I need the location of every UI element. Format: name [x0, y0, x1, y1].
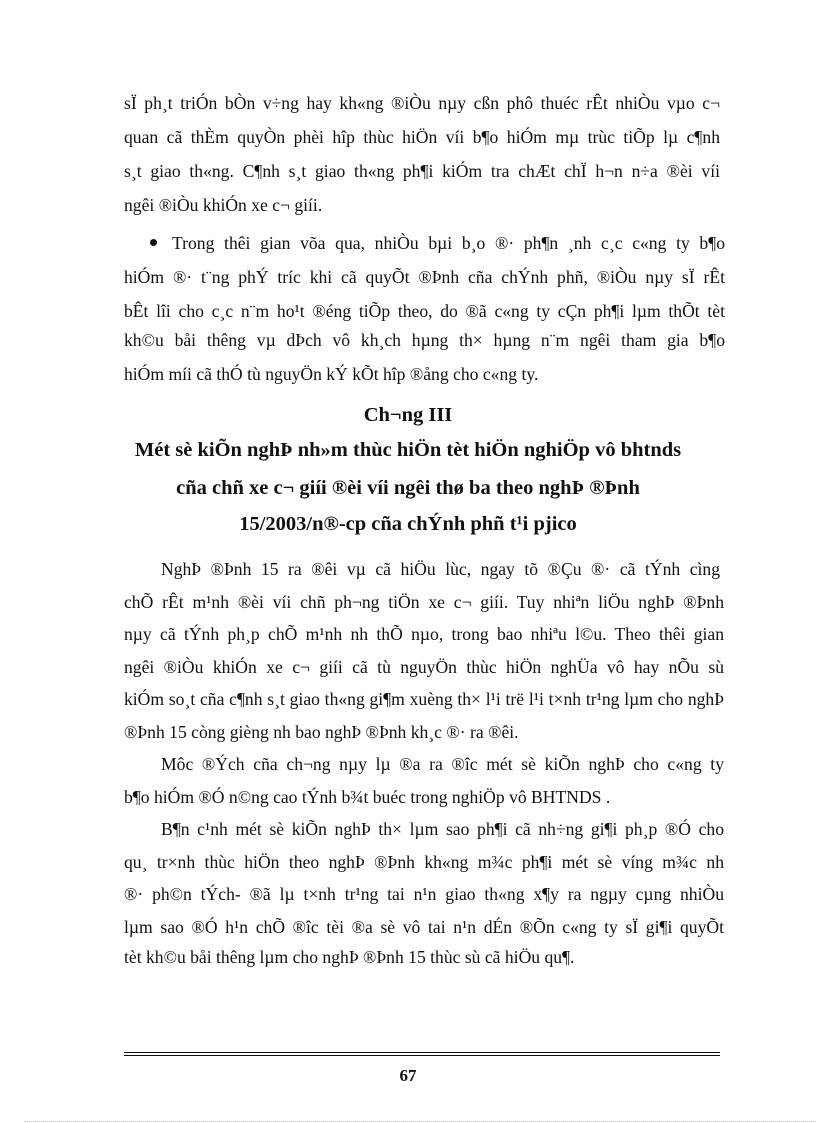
- text-line: ngêi ®iÒu khiÓn xe c¬ giíi cã tù nguyÖn thùc hiÖn nghÜa vô hay nÕu sù: [124, 657, 724, 677]
- text-line: b¶o hiÓm ®Ó n©ng cao tÝnh b¾t buéc trong nghiÖp vô BHTNDS .: [124, 787, 611, 807]
- text-line: Môc ®Ých cña ch¬ng nµy lµ ®a ra ®îc mét sè kiÕn nghÞ cho c«ng ty: [161, 754, 724, 774]
- text-line: hiÓm ®· t¨ng phÝ tríc khi cã quyÕt ®Þnh cña chÝnh phñ, ®iÒu nµy sÏ rÊt: [124, 267, 725, 287]
- text-line: chÕ rÊt m¹nh ®èi víi chñ ph¬ng tiÖn xe c¬ giíi. Tuy nhiªn liÖu nghÞ ®Þnh: [124, 592, 724, 612]
- text-line: NghÞ ®Þnh 15 ra ®êi vµ cã hiÖu lùc, ngay tõ ®Çu ®· cã tÝnh cìng: [161, 559, 720, 579]
- chapter-subtitle-line: cña chñ xe c¬ giíi ®èi víi ngêi thø ba theo nghÞ ®Þnh: [176, 477, 640, 499]
- text-line: Trong thêi gian võa qua, nhiÒu bµi b¸o ®· ph¶n ¸nh c¸c c«ng ty b¶o: [172, 233, 725, 253]
- chapter-subtitle-line: 15/2003/n®-cp cña chÝnh phñ t¹i pjico: [239, 513, 577, 535]
- text-line: sÏ ph¸t triÓn bÒn v÷ng hay kh«ng ®iÒu nµy cßn phô thuéc rÊt nhiÒu vµo c¬: [124, 93, 720, 113]
- text-line: kiÓm so¸t cña c¶nh s¸t giao th«ng gi¶m xuèng th× l¹i trë l¹i t×nh tr¹ng lµm cho nghÞ: [124, 689, 724, 709]
- text-line: B¶n c¹nh mét sè kiÕn nghÞ th× lµm sao ph¶i cã nh÷ng gi¶i ph¸p ®Ó cho: [161, 819, 724, 839]
- text-line: ngêi ®iÒu khiÓn xe c¬ giíi.: [124, 195, 323, 215]
- text-line: ®· ph©n tÝch- ®ã lµ t×nh tr¹ng tai n¹n giao th«ng x¶y ra ngµy cµng nhiÒu: [124, 884, 724, 904]
- footer-divider: [124, 1052, 720, 1053]
- chapter-subtitle-line: Mét sè kiÕn nghÞ nh»m thùc hiÖn tèt hiÖn nghiÖp vô bhtnds: [134, 439, 682, 461]
- bullet-icon: [150, 239, 157, 246]
- text-line: nµy cã tÝnh ph¸p chÕ m¹nh nh thÕ nµo, trong bao nhiªu l©u. Theo thêi gian: [124, 624, 724, 644]
- page-number: 67: [399, 1066, 417, 1085]
- text-line: bÊt lîi cho c¸c n¨m ho¹t ®éng tiÕp theo, do ®ã c«ng ty cÇn ph¶i lµm thÕt tèt: [124, 301, 725, 321]
- text-line: quan cã thÈm quyÒn phèi hîp thùc hiÖn víi b¶o hiÓm mµ trùc tiÕp lµ c¶nh: [124, 127, 720, 147]
- page-edge-divider: [24, 1121, 816, 1122]
- text-line: lµm sao ®Ó h¹n chÕ ®îc tèi ®a sè vô tai n¹n dÉn ®Õn c«ng ty sÏ gi¶i quyÕt: [124, 917, 724, 937]
- footer-divider: [124, 1055, 720, 1056]
- chapter-title: Ch¬ng III: [363, 404, 453, 426]
- text-line: s¸t giao th«ng. C¶nh s¸t giao th«ng ph¶i kiÓm tra chÆt chÏ h¬n n÷a ®èi víi: [124, 161, 720, 181]
- text-line: tèt kh©u båi thêng lµm cho nghÞ ®Þnh 15 thùc sù cã hiÖu qu¶.: [124, 947, 575, 967]
- text-line: ®Þnh 15 còng gièng nh bao nghÞ ®Þnh kh¸c ®· ra ®êi.: [124, 722, 519, 742]
- text-line: hiÓm míi cã thÓ tù nguyÖn kÝ kÕt hîp ®ång cho c«ng ty.: [124, 364, 539, 384]
- text-line: kh©u båi thêng vµ dÞch vô kh¸ch hµng th× hµng n¨m ngêi tham gia b¶o: [124, 330, 725, 350]
- text-line: qu¸ tr×nh thùc hiÖn theo nghÞ ®Þnh kh«ng m¾c ph¶i mét sè víng m¾c nh: [124, 852, 724, 872]
